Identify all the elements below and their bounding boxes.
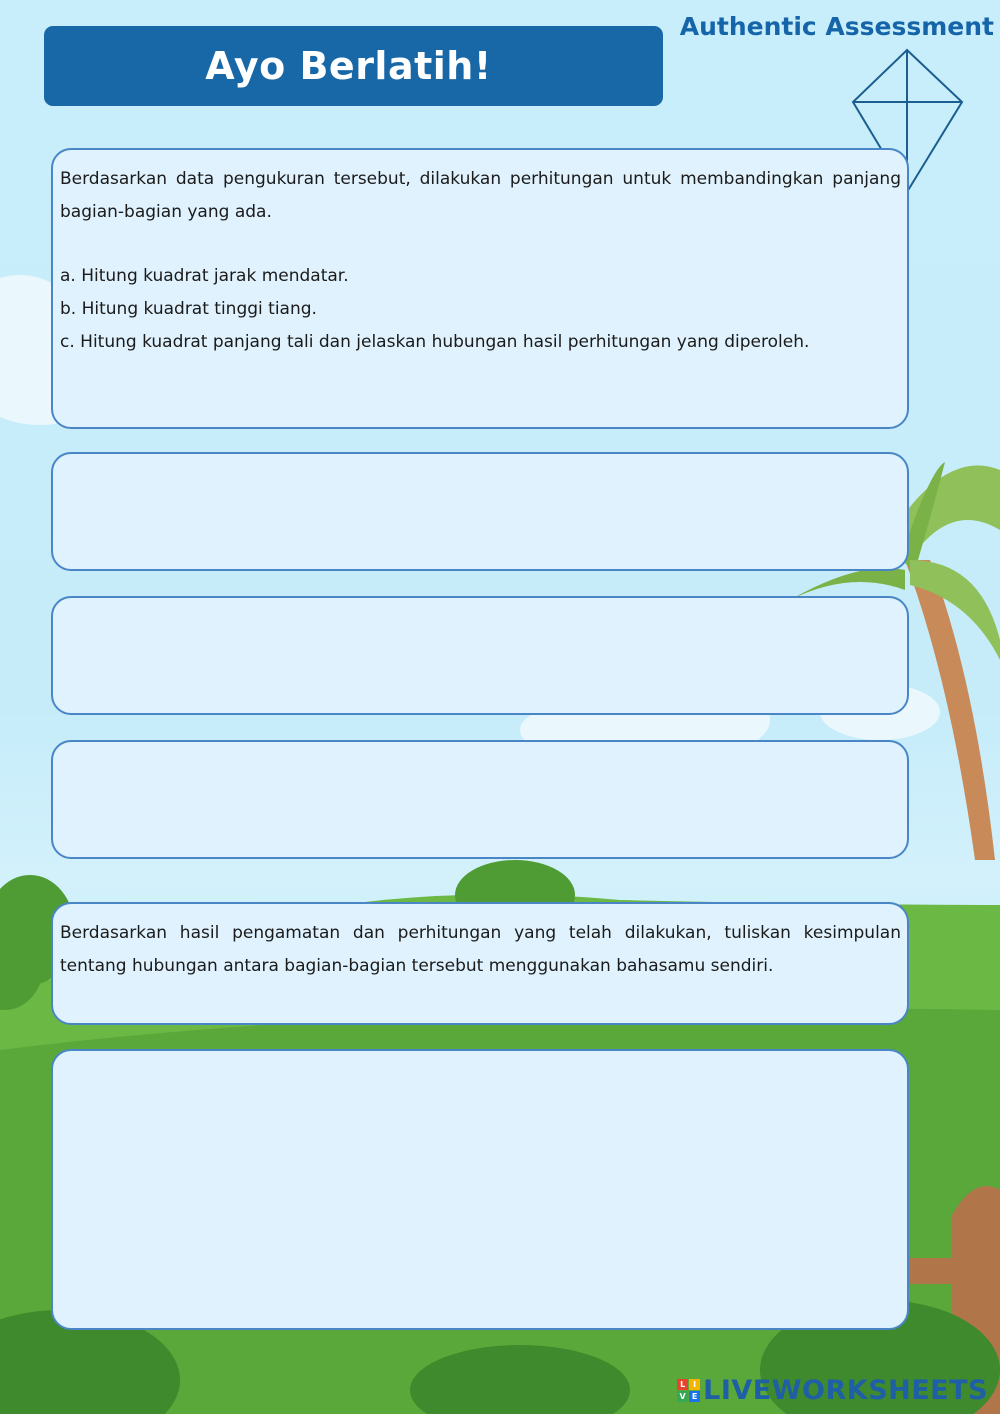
header-bar [44,26,663,106]
conclusion-answer-box[interactable] [51,1049,909,1330]
answer-box-a[interactable] [51,452,909,571]
answer-box-c[interactable] [51,740,909,859]
conclusion-text: Berdasarkan hasil pengamatan dan perhitungan yang telah dilakukan, tuliskan kesimpulan tentang hubungan antara bagian-bagian tersebut menggunakan bahasamu sendiri. [60,923,901,976]
question-intro: Berdasarkan data pengukuran tersebut, dilakukan perhitungan untuk membandingkan panjang bagian-bagian yang ada. [60,169,901,222]
liveworksheets-logo [677,1375,988,1406]
logo-text: LIVEWORKSHEETS [703,1375,988,1406]
logo-squares-icon: L I V E [677,1379,700,1402]
question-item-b: b. Hitung kuadrat tinggi tiang. [60,299,317,319]
brand-label: Authentic Assessment [679,12,994,41]
page-title: Ayo Berlatih! [205,44,492,88]
conclusion-box [51,902,909,1025]
answer-box-b[interactable] [51,596,909,715]
question-item-c: c. Hitung kuadrat panjang tali dan jelaskan hubungan hasil perhitungan yang diperoleh. [60,332,810,352]
question-box [51,148,909,429]
question-item-a: a. Hitung kuadrat jarak mendatar. [60,266,349,286]
